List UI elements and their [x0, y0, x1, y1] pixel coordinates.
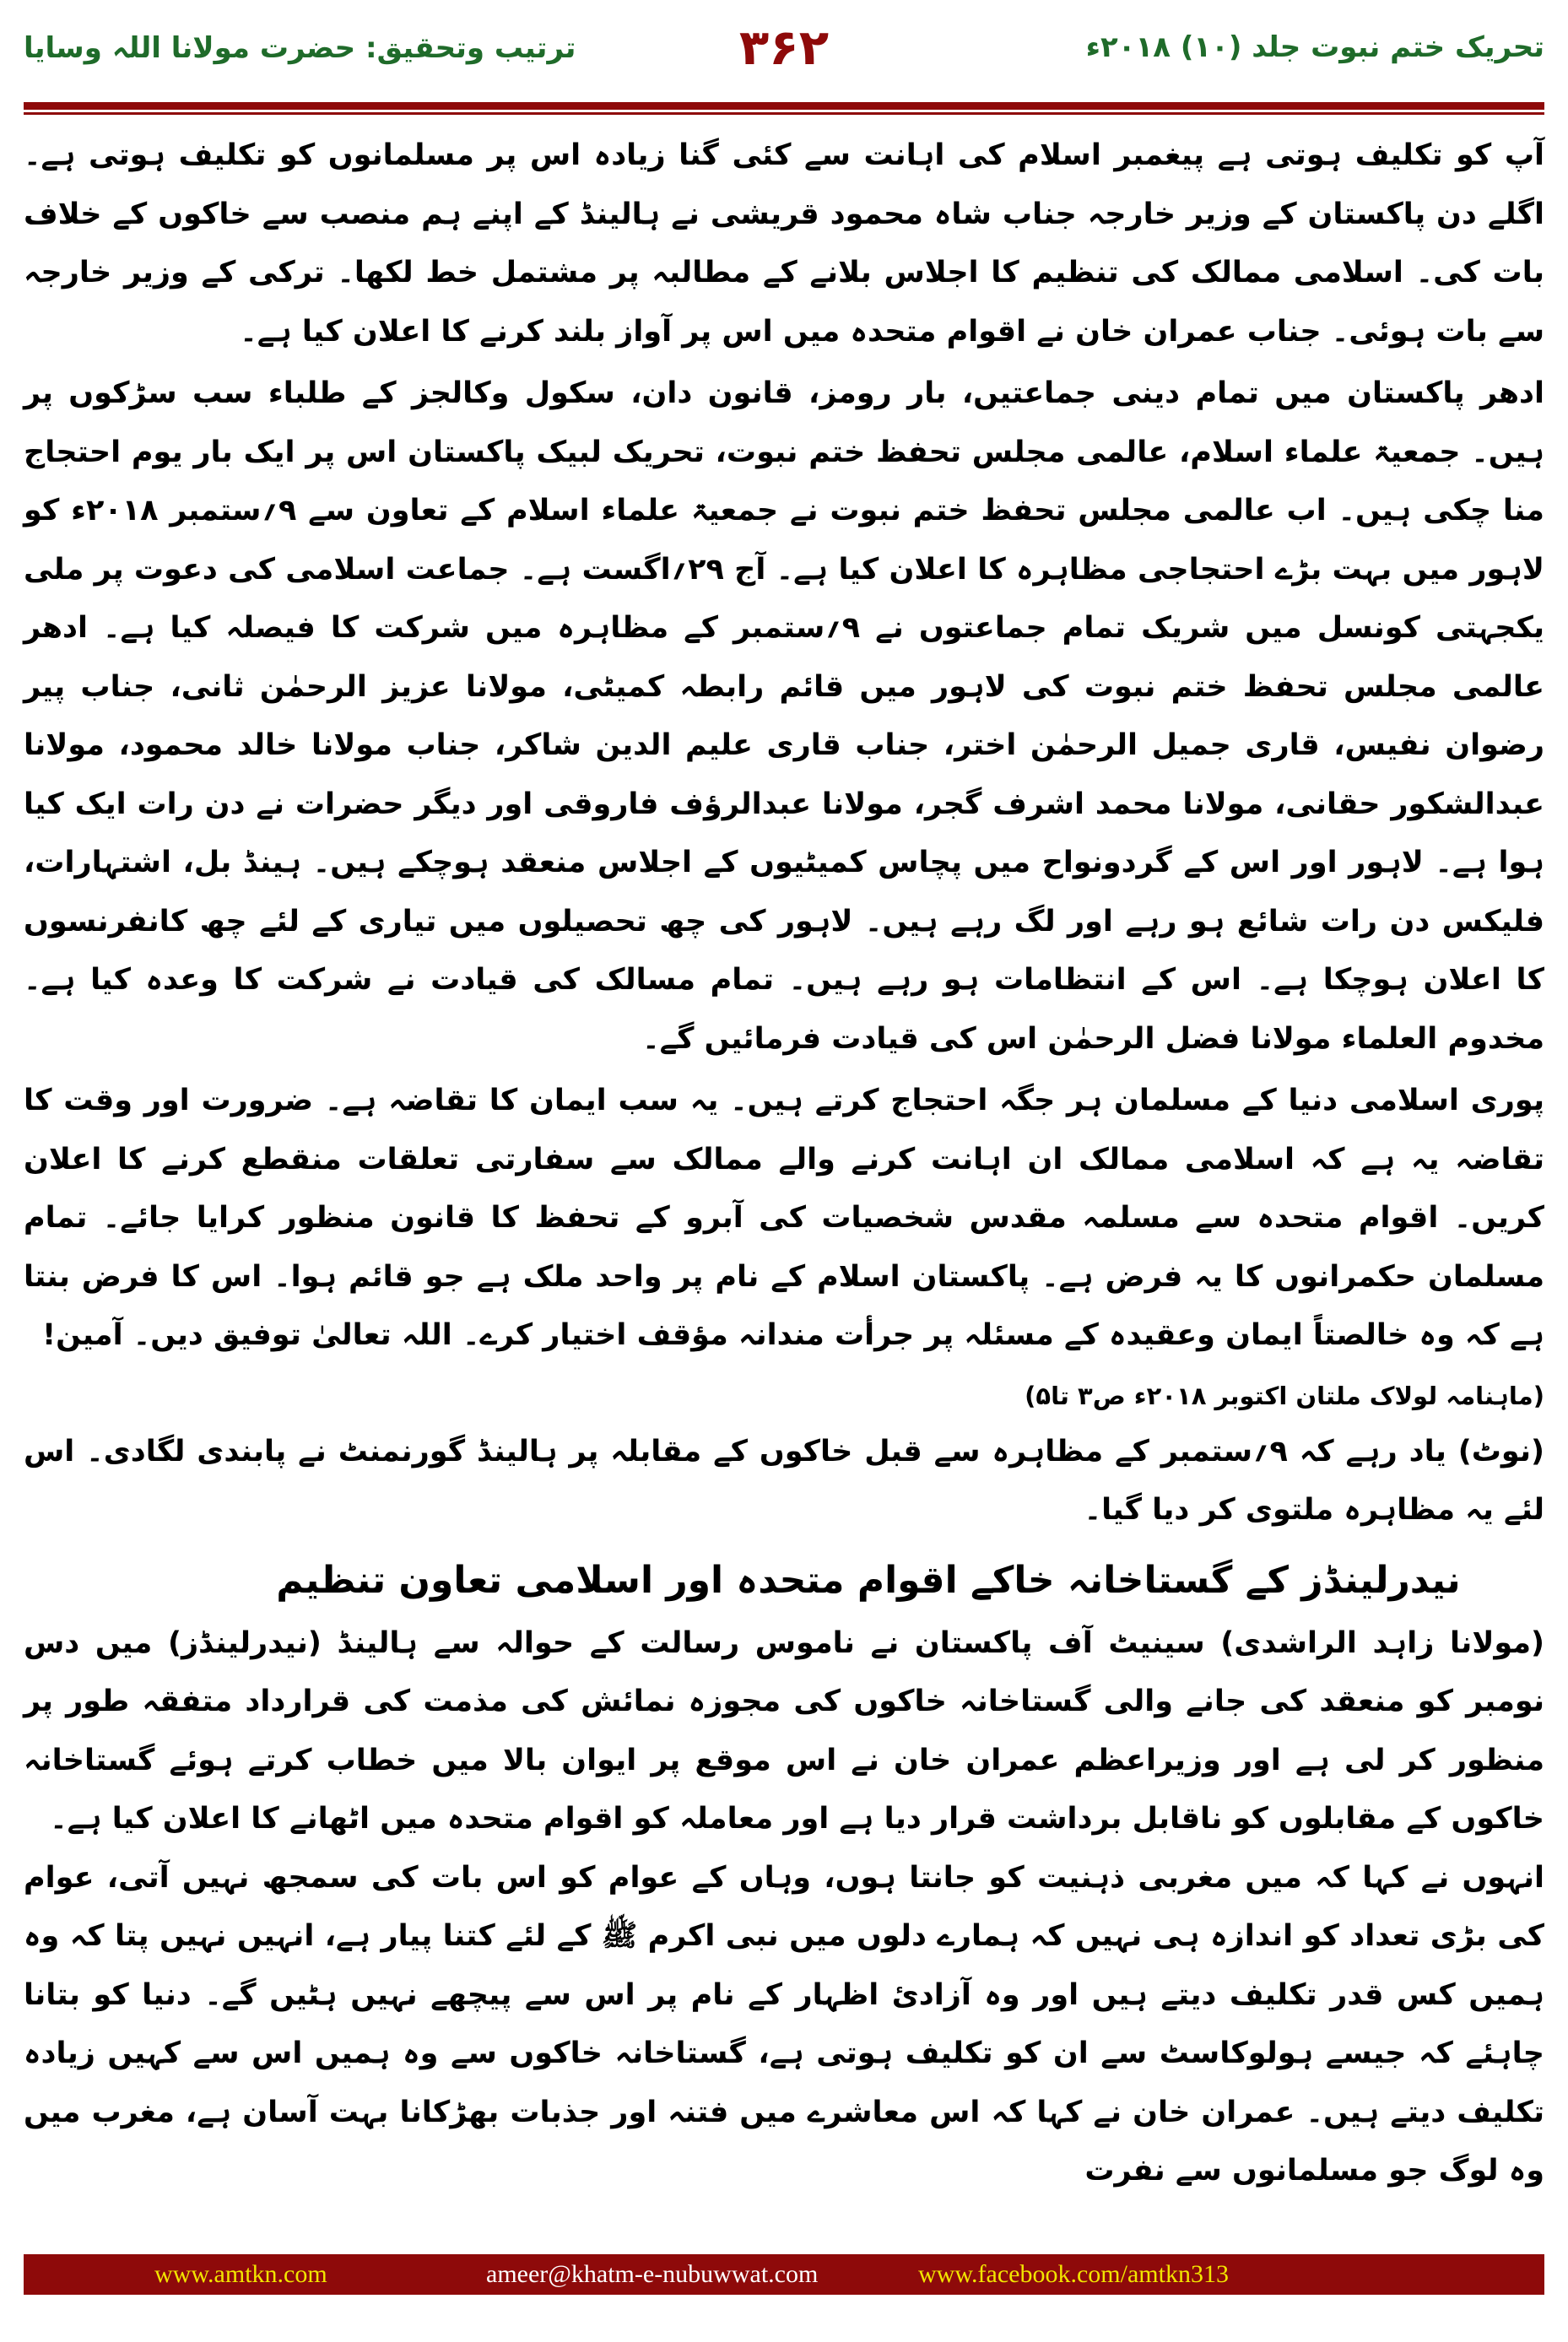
paragraph: ادھر پاکستان میں تمام دینی جماعتیں، بار رومز، قانون دان، سکول وکالجز کے طلباء سب سڑکوں پر ہیں۔ جمعیۃ علماء اسلام، عالمی مجلس تحفظ ختم نبوت، تحریک لبیک پاکستان اس پر ایک بار یوم احتجاج منا چکی ہیں۔ اب عالمی مجلس تحفظ ختم نبوت نے جمعیۃ علماء اسلام کے تعاون سے ۹؍ستمبر ۲۰۱۸ء کو لاہور میں بہت بڑے احتجاجی مظاہرہ کا اعلان کیا ہے۔ آج ۲۹؍اگست ہے۔ جماعت اسلامی کی دعوت پر ملی یکجہتی کونسل میں شریک تمام جماعتوں نے ۹؍ستمبر کے مظاہرہ میں شرکت کا فیصلہ کیا ہے۔ ادھر عالمی مجلس تحفظ ختم نبوت کی لاہور میں قائم رابطہ کمیٹی، مولانا عزیز الرحمٰن ثانی، جناب پیر رضوان نفیس، قاری جمیل الرحمٰن اختر، جناب قاری علیم الدین شاکر، جناب مولانا خالد محمود، مولانا عبدالشکور حقانی، مولانا محمد اشرف گجر، مولانا عبدالرؤف فاروقی اور دیگر حضرات نے دن رات ایک کیا ہوا ہے۔ لاہور اور اس کے گردونواح میں پچاس کمیٹیوں کے اجلاس منعقد ہوچکے ہیں۔ ہینڈ بل، اشتہارات، فلیکس دن رات شائع ہو رہے اور لگ رہے ہیں۔ لاہور کی چھ تحصیلوں میں تیاری کے لئے چھ کانفرنسوں کا اعلان ہوچکا ہے۔ اس کے انتظامات ہو رہے ہیں۔ تمام مسالک کی قیادت نے شرکت کا وعدہ کیا ہے۔ مخدوم العلماء مولانا فضل الرحمٰن اس کی قیادت فرمائیں گے۔	[24, 376, 1544, 1056]
facebook-link[interactable]: www.facebook.com/amtkn313	[918, 2260, 1229, 2288]
compiler-credit: ترتیب وتحقیق: حضرت مولانا اللہ وسایا	[24, 31, 576, 65]
page-footer	[24, 2254, 1544, 2295]
header-rule-thin	[24, 112, 1544, 115]
paragraph: آپ کو تکلیف ہوتی ہے پیغمبر اسلام کی اہانت سے کئی گنا زیادہ اس پر مسلمانوں کو تکلیف ہوتی ہے۔ اگلے دن پاکستان کے وزیر خارجہ جناب شاہ محمود قریشی نے ہالینڈ کے اپنے ہم منصب سے خاکوں کے خلاف بات کی۔ اسلامی ممالک کی تنظیم کا اجلاس بلانے کے مطالبہ پر مشتمل خط لکھا۔ ترکی کے وزیر خارجہ سے بات ہوئی۔ جناب عمران خان نے اقوام متحدہ میں اس پر آواز بلند کرنے کا اعلان کیا ہے۔	[24, 138, 1544, 349]
paragraph: انہوں نے کہا کہ میں مغربی ذہنیت کو جانتا ہوں، وہاں کے عوام کو اس بات کی سمجھ نہیں آتی، عوام کی بڑی تعداد کو اندازہ ہی نہیں کہ ہمارے دلوں میں نبی اکرم ﷺ کے لئے کتنا پیار ہے، انہیں نہیں پتا کہ وہ ہمیں کس قدر تکلیف دیتے ہیں اور وہ آزادئ اظہار کے نام پر اس سے پیچھے نہیں ہٹیں گے۔ دنیا کو بتانا چاہئے کہ جیسے ہولوکاسٹ سے ان کو تکلیف ہوتی ہے، گستاخانہ خاکوں سے وہ ہمیں اس سے کہیں زیادہ تکلیف دیتے ہیں۔ عمران خان نے کہا کہ اس معاشرے میں فتنہ اور جذبات بھڑکانا بہت آسان ہے، مغرب میں وہ لوگ جو مسلمانوں سے نفرت	[24, 1860, 1544, 2188]
page-body	[24, 127, 1544, 2201]
header-rule-thick	[24, 102, 1544, 110]
source-citation: (ماہنامہ لولاک ملتان اکتوبر ۲۰۱۸ء ص۳ تا۵)	[1025, 1381, 1544, 1410]
section-heading: نیدرلینڈز کے گستاخانہ خاکے اقوام متحدہ اور اسلامی تعاون تنظیم	[276, 1558, 1461, 1602]
page-header	[24, 15, 1544, 83]
page-number: ۳۶۲	[738, 19, 830, 76]
email-link[interactable]: ameer@khatm-e-nubuwwat.com	[486, 2260, 819, 2288]
note-paragraph: (نوٹ) یاد رہے کہ ۹؍ستمبر کے مظاہرہ سے قبل خاکوں کے مقابلہ پر ہالینڈ گورنمنٹ نے پابندی لگادی۔ اس لئے یہ مظاہرہ ملتوی کر دیا گیا۔	[24, 1434, 1544, 1527]
paragraph: پوری اسلامی دنیا کے مسلمان ہر جگہ احتجاج کرتے ہیں۔ یہ سب ایمان کا تقاضہ ہے۔ ضرورت اور وقت کا تقاضہ یہ ہے کہ اسلامی ممالک ان اہانت کرنے والے ممالک سے سفارتی تعلقات منقطع کرنے کا اعلان کریں۔ اقوام متحدہ سے مسلمہ مقدس شخصیات کی آبرو کے تحفظ کا قانون منظور کرایا جائے۔ تمام مسلمان حکمرانوں کا یہ فرض ہے۔ پاکستان اسلام کے نام پر واحد ملک ہے جو قائم ہوا۔ اس کا فرض بنتا ہے کہ وہ خالصتاً ایمان وعقیدہ کے مسئلہ پر جرأت مندانہ مؤقف اختیار کرے۔ اللہ تعالیٰ توفیق دیں۔ آمین!	[24, 1084, 1544, 1352]
book-title: تحریک ختم نبوت جلد (۱۰) ۲۰۱۸ء	[1085, 30, 1544, 64]
website-link[interactable]: www.amtkn.com	[154, 2260, 327, 2288]
paragraph: (مولانا زاہد الراشدی) سینیٹ آف پاکستان نے ناموس رسالت کے حوالہ سے ہالینڈ (نیدرلینڈز) میں دس نومبر کو منعقد کی جانے والی گستاخانہ خاکوں کی مجوزہ نمائش کی مذمت کی قرارداد متفقہ طور پر منظور کر لی ہے اور وزیراعظم عمران خان نے اس موقع پر ایوان بالا میں خطاب کرتے ہوئے گستاخانہ خاکوں کے مقابلوں کو ناقابل برداشت قرار دیا ہے اور معاملہ کو اقوام متحدہ میں اٹھانے کا اعلان کیا ہے۔	[24, 1625, 1544, 1836]
